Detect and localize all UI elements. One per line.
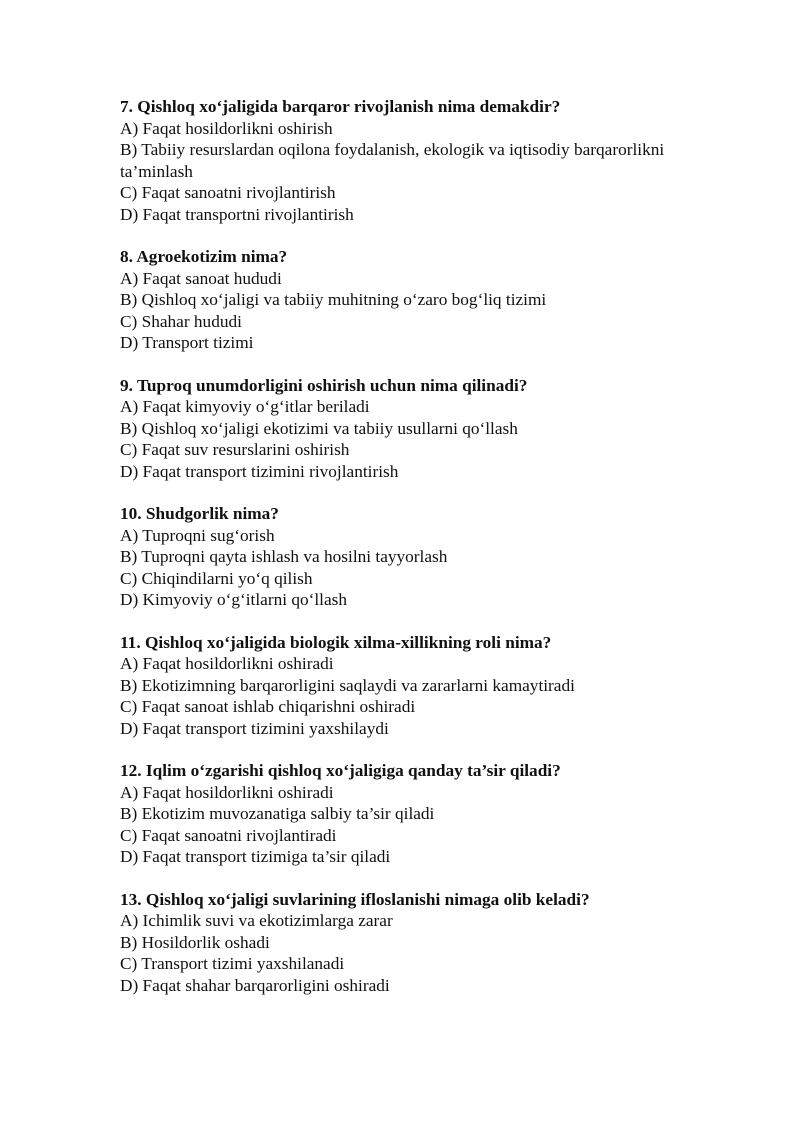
question-title: 7. Qishloq xo‘jaligida barqaror rivojlanish nima demakdir? <box>120 97 561 116</box>
option-a: A) Faqat sanoat hududi <box>120 268 282 288</box>
question-title: 11. Qishloq xo‘jaligida biologik xilma-xillikning roli nima? <box>120 632 552 652</box>
option-b: B) Qishloq xo‘jaligi va tabiiy muhitning o‘zaro bog‘liq tizimi <box>120 290 547 309</box>
option-b: B) Hosildorlik oshadi <box>120 932 270 952</box>
option-d: D) Faqat transportni rivojlantirish <box>120 204 354 224</box>
question-7 <box>120 96 680 225</box>
option-d: D) Faqat transport tizimini rivojlantirish <box>120 461 399 481</box>
option-a: A) Faqat hosildorlikni oshiradi <box>120 654 334 673</box>
question-12 <box>120 760 680 868</box>
option-c: C) Shahar hududi <box>120 311 242 331</box>
option-b: B) Ekotizimning barqarorligini saqlaydi va zararlarni kamaytiradi <box>120 675 575 695</box>
option-a: A) Faqat kimyoviy o‘g‘itlar beriladi <box>120 397 370 416</box>
option-d: D) Faqat transport tizimini yaxshilaydi <box>120 718 389 738</box>
document-page <box>120 96 680 1017</box>
question-title: 13. Qishloq xo‘jaligi suvlarining ifloslanishi nimaga olib keladi? <box>120 889 590 909</box>
option-c: C) Faqat sanoatni rivojlantirish <box>120 183 336 202</box>
option-a: A) Tuproqni sug‘orish <box>120 525 275 545</box>
option-c: C) Chiqindilarni yo‘q qilish <box>120 568 313 588</box>
question-title: 9. Tuproq unumdorligini oshirish uchun nima qilinadi? <box>120 375 528 395</box>
option-c: C) Faqat sanoatni rivojlantiradi <box>120 825 337 845</box>
option-a: A) Faqat hosildorlikni oshirish <box>120 118 333 138</box>
option-b: B) Tabiiy resurslardan oqilona foydalanish, ekologik va iqtisodiy barqarorlikni ta’minlash <box>120 140 665 181</box>
question-8 <box>120 246 680 354</box>
question-title: 12. Iqlim o‘zgarishi qishloq xo‘jaligiga qanday ta’sir qiladi? <box>120 761 561 780</box>
question-title: 8. Agroekotizim nima? <box>120 247 288 266</box>
option-d: D) Faqat shahar barqarorligini oshiradi <box>120 975 390 995</box>
question-9 <box>120 375 680 483</box>
option-c: C) Transport tizimi yaxshilanadi <box>120 954 345 973</box>
question-11 <box>120 632 680 740</box>
option-a: A) Ichimlik suvi va ekotizimlarga zarar <box>120 911 393 930</box>
option-b: B) Qishloq xo‘jaligi ekotizimi va tabiiy usullarni qo‘llash <box>120 418 518 438</box>
option-b: B) Ekotizim muvozanatiga salbiy ta’sir qiladi <box>120 804 435 823</box>
option-d: D) Faqat transport tizimiga ta’sir qiladi <box>120 847 391 866</box>
option-a: A) Faqat hosildorlikni oshiradi <box>120 782 334 802</box>
question-13 <box>120 889 680 997</box>
question-10 <box>120 503 680 611</box>
option-d: D) Transport tizimi <box>120 333 254 352</box>
option-c: C) Faqat sanoat ishlab chiqarishni oshiradi <box>120 697 416 716</box>
option-c: C) Faqat suv resurslarini oshirish <box>120 440 350 459</box>
option-d: D) Kimyoviy o‘g‘itlarni qo‘llash <box>120 590 348 609</box>
question-title: 10. Shudgorlik nima? <box>120 504 279 523</box>
option-b: B) Tuproqni qayta ishlash va hosilni tayyorlash <box>120 547 448 566</box>
